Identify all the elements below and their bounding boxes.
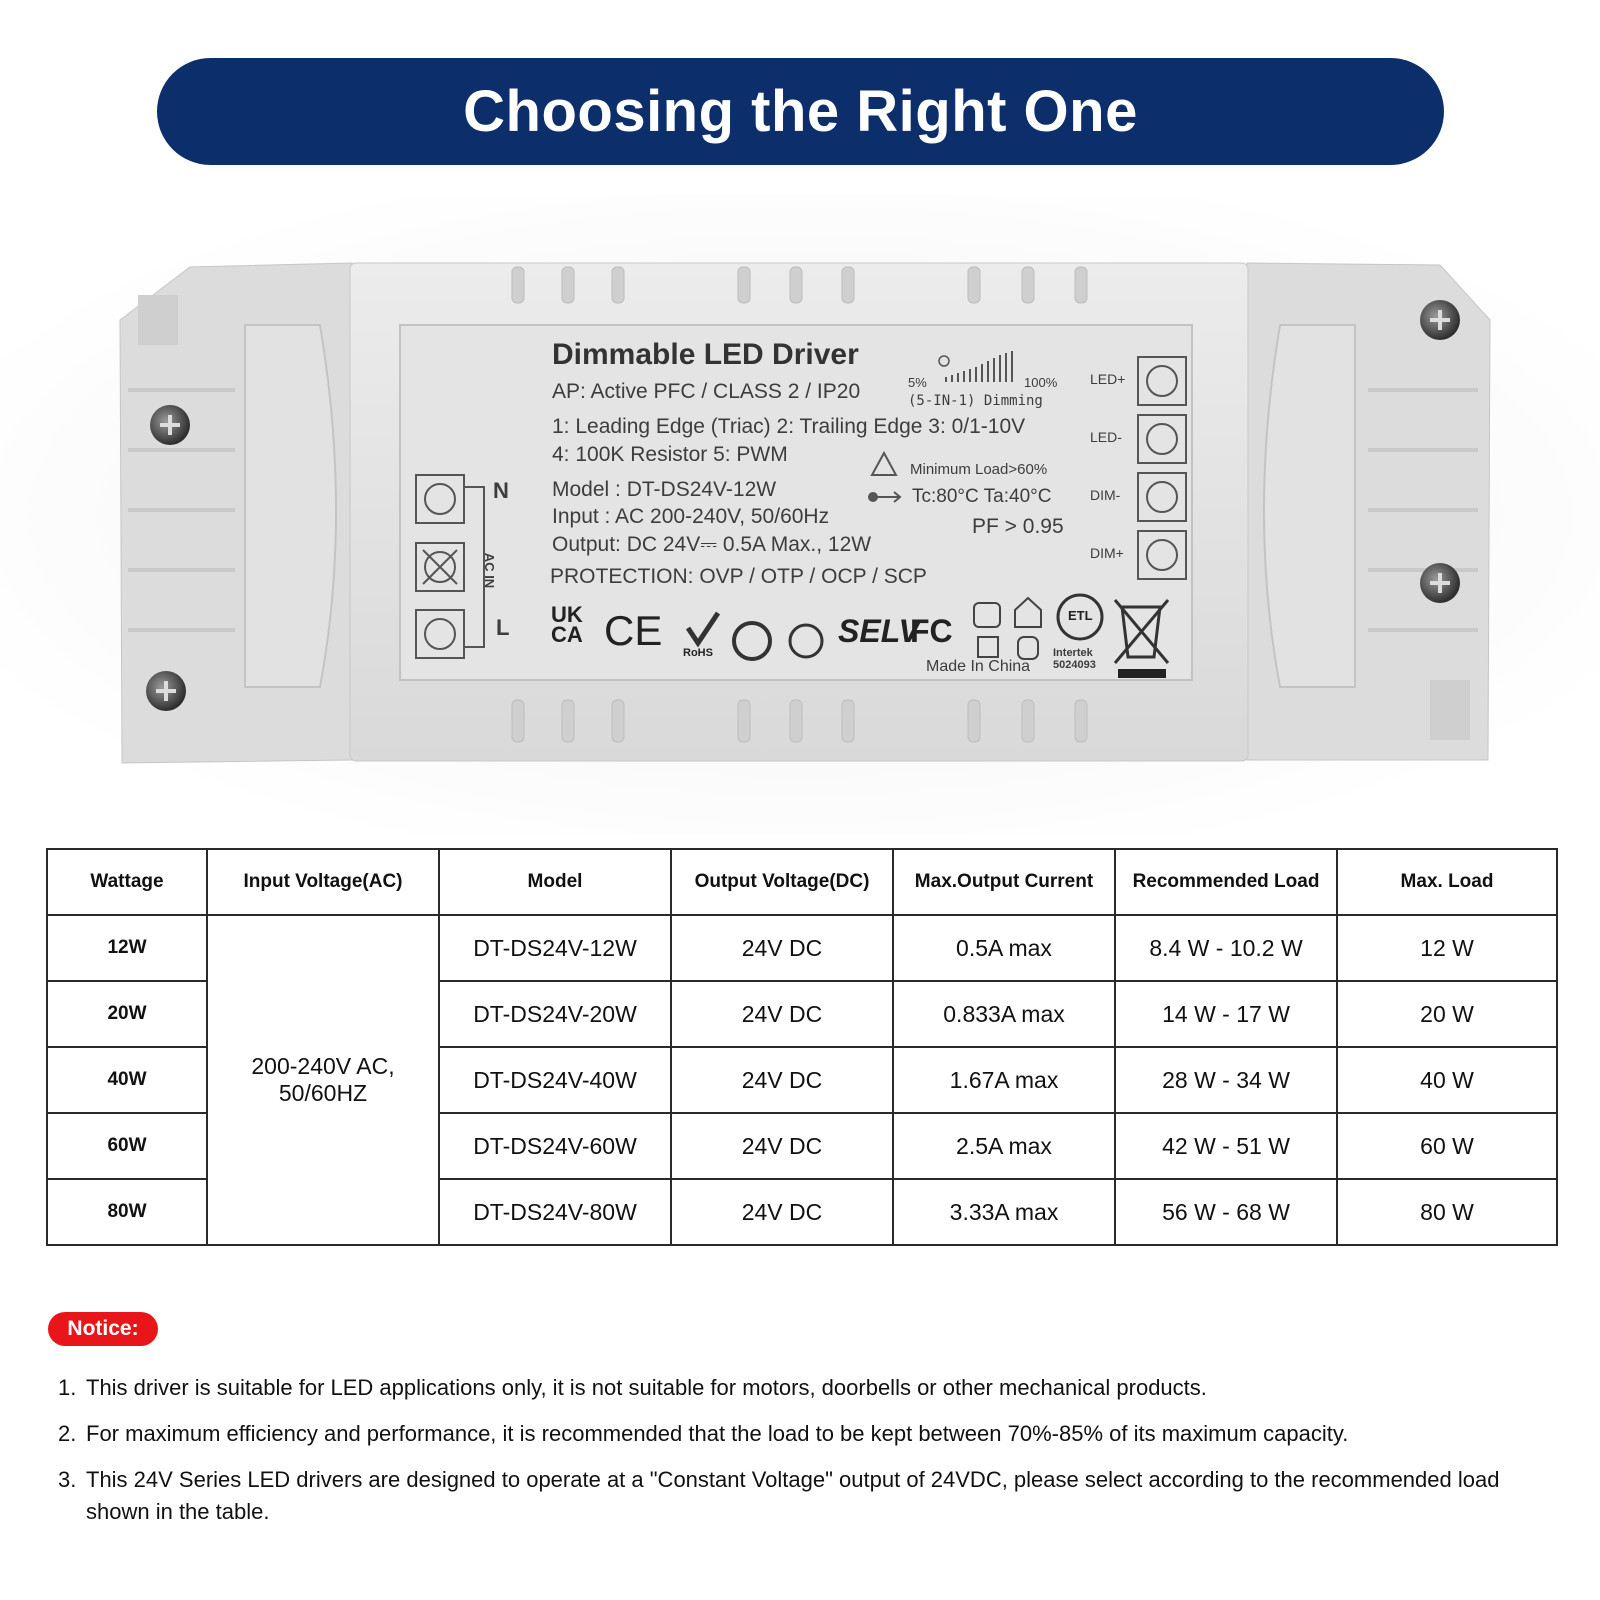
title-banner: [157, 58, 1444, 165]
header-recommended-load: Recommended Load: [1115, 849, 1337, 915]
cell-max-current: 0.5A max: [893, 915, 1115, 981]
cell-model: DT-DS24V-20W: [439, 981, 671, 1047]
ac-in-label: AC IN: [482, 552, 498, 589]
selv-mark: SELV: [838, 613, 920, 649]
cell-model: DT-DS24V-60W: [439, 1113, 671, 1179]
note-text: This 24V Series LED drivers are designed to operate at a "Constant Voltage" output of 24VDC, please select according to the recommended load shown in the table.: [86, 1467, 1500, 1524]
input-line: Input : AC 200-240V, 50/60Hz: [552, 505, 830, 528]
min-load: Minimum Load>60%: [910, 461, 1048, 478]
cell-recommended-load: 56 W - 68 W: [1115, 1179, 1337, 1245]
cell-output-voltage: 24V DC: [671, 1047, 893, 1113]
intertek-number: 5024093: [1053, 659, 1096, 671]
rohs-mark: RoHS: [683, 647, 713, 659]
cell-model: DT-DS24V-80W: [439, 1179, 671, 1245]
table-header-row: [47, 849, 1557, 915]
product-image: [0, 195, 1600, 835]
cell-max-load: 12 W: [1337, 915, 1557, 981]
cell-recommended-load: 28 W - 34 W: [1115, 1047, 1337, 1113]
notice-list: [58, 1372, 1558, 1542]
cell-model: DT-DS24V-12W: [439, 915, 671, 981]
label-title: Dimmable LED Driver: [552, 338, 859, 371]
cell-max-current: 0.833A max: [893, 981, 1115, 1047]
table-row: [47, 915, 1557, 981]
cell-model: DT-DS24V-40W: [439, 1047, 671, 1113]
header-wattage: Wattage: [47, 849, 207, 915]
intertek-mark: Intertek: [1053, 647, 1093, 659]
label-subtitle: AP: Active PFC / CLASS 2 / IP20: [552, 380, 861, 403]
cell-output-voltage: 24V DC: [671, 915, 893, 981]
out-terminal-dim-plus: DIM+: [1090, 545, 1124, 561]
dim-max-label: 100%: [1024, 375, 1058, 390]
modes-line1: 1: Leading Edge (Triac) 2: Trailing Edge 3: 0/1-10V: [552, 415, 1026, 438]
header-max-load: Max. Load: [1337, 849, 1557, 915]
terminal-n: N: [493, 478, 509, 503]
note-text: For maximum efficiency and performance, it is recommended that the load to be kept between 70%-85% of its maximum capacity.: [86, 1421, 1349, 1446]
cell-max-load: 40 W: [1337, 1047, 1557, 1113]
ce-mark: CE: [604, 607, 663, 654]
dim-min-label: 5%: [908, 375, 927, 390]
list-item: [58, 1372, 1558, 1404]
cell-max-current: 3.33A max: [893, 1179, 1115, 1245]
terminal-l: L: [496, 615, 510, 640]
cell-wattage: 80W: [47, 1179, 207, 1245]
output-line: Output: DC 24V⎓ 0.5A Max., 12W: [552, 533, 872, 556]
out-terminal-dim-minus: DIM-: [1090, 487, 1121, 503]
etl-mark: ETL: [1068, 608, 1093, 623]
power-factor: PF > 0.95: [972, 515, 1064, 538]
spec-table: [46, 848, 1558, 1246]
page-title: Choosing the Right One: [463, 79, 1138, 144]
list-item: [58, 1464, 1558, 1528]
cell-input-voltage: 200-240V AC, 50/60HZ: [207, 915, 439, 1245]
cell-recommended-load: 42 W - 51 W: [1115, 1113, 1337, 1179]
cell-wattage: 20W: [47, 981, 207, 1047]
protection-line: PROTECTION: OVP / OTP / OCP / SCP: [550, 565, 927, 588]
dimming-mode: (5-IN-1) Dimming: [908, 393, 1043, 409]
cell-output-voltage: 24V DC: [671, 1113, 893, 1179]
header-max-output-current: Max.Output Current: [893, 849, 1115, 915]
cell-recommended-load: 14 W - 17 W: [1115, 981, 1337, 1047]
cell-output-voltage: 24V DC: [671, 981, 893, 1047]
header-input-voltage: Input Voltage(AC): [207, 849, 439, 915]
cell-output-voltage: 24V DC: [671, 1179, 893, 1245]
made-in-china: Made In China: [926, 658, 1031, 675]
ukca-mark: UK CA: [551, 602, 583, 647]
model-line: Model : DT-DS24V-12W: [552, 478, 777, 501]
temperature-ratings: Tc:80°C Ta:40°C: [912, 486, 1052, 507]
cell-max-current: 2.5A max: [893, 1113, 1115, 1179]
out-terminal-led-minus: LED-: [1090, 429, 1122, 445]
header-output-voltage: Output Voltage(DC): [671, 849, 893, 915]
notice-badge: Notice:: [48, 1312, 158, 1346]
cell-wattage: 60W: [47, 1113, 207, 1179]
cell-max-load: 20 W: [1337, 981, 1557, 1047]
header-model: Model: [439, 849, 671, 915]
note-number: 2.: [58, 1421, 77, 1446]
cell-max-current: 1.67A max: [893, 1047, 1115, 1113]
note-text: This driver is suitable for LED applications only, it is not suitable for motors, doorbells or other mechanical products.: [86, 1375, 1207, 1400]
cell-max-load: 80 W: [1337, 1179, 1557, 1245]
cell-wattage: 40W: [47, 1047, 207, 1113]
fcc-mark: FC: [910, 613, 953, 649]
out-terminal-led-plus: LED+: [1090, 371, 1126, 387]
note-number: 3.: [58, 1467, 77, 1492]
note-number: 1.: [58, 1375, 77, 1400]
cell-recommended-load: 8.4 W - 10.2 W: [1115, 915, 1337, 981]
cell-wattage: 12W: [47, 915, 207, 981]
list-item: [58, 1418, 1558, 1450]
cell-max-load: 60 W: [1337, 1113, 1557, 1179]
modes-line2: 4: 100K Resistor 5: PWM: [552, 443, 788, 466]
